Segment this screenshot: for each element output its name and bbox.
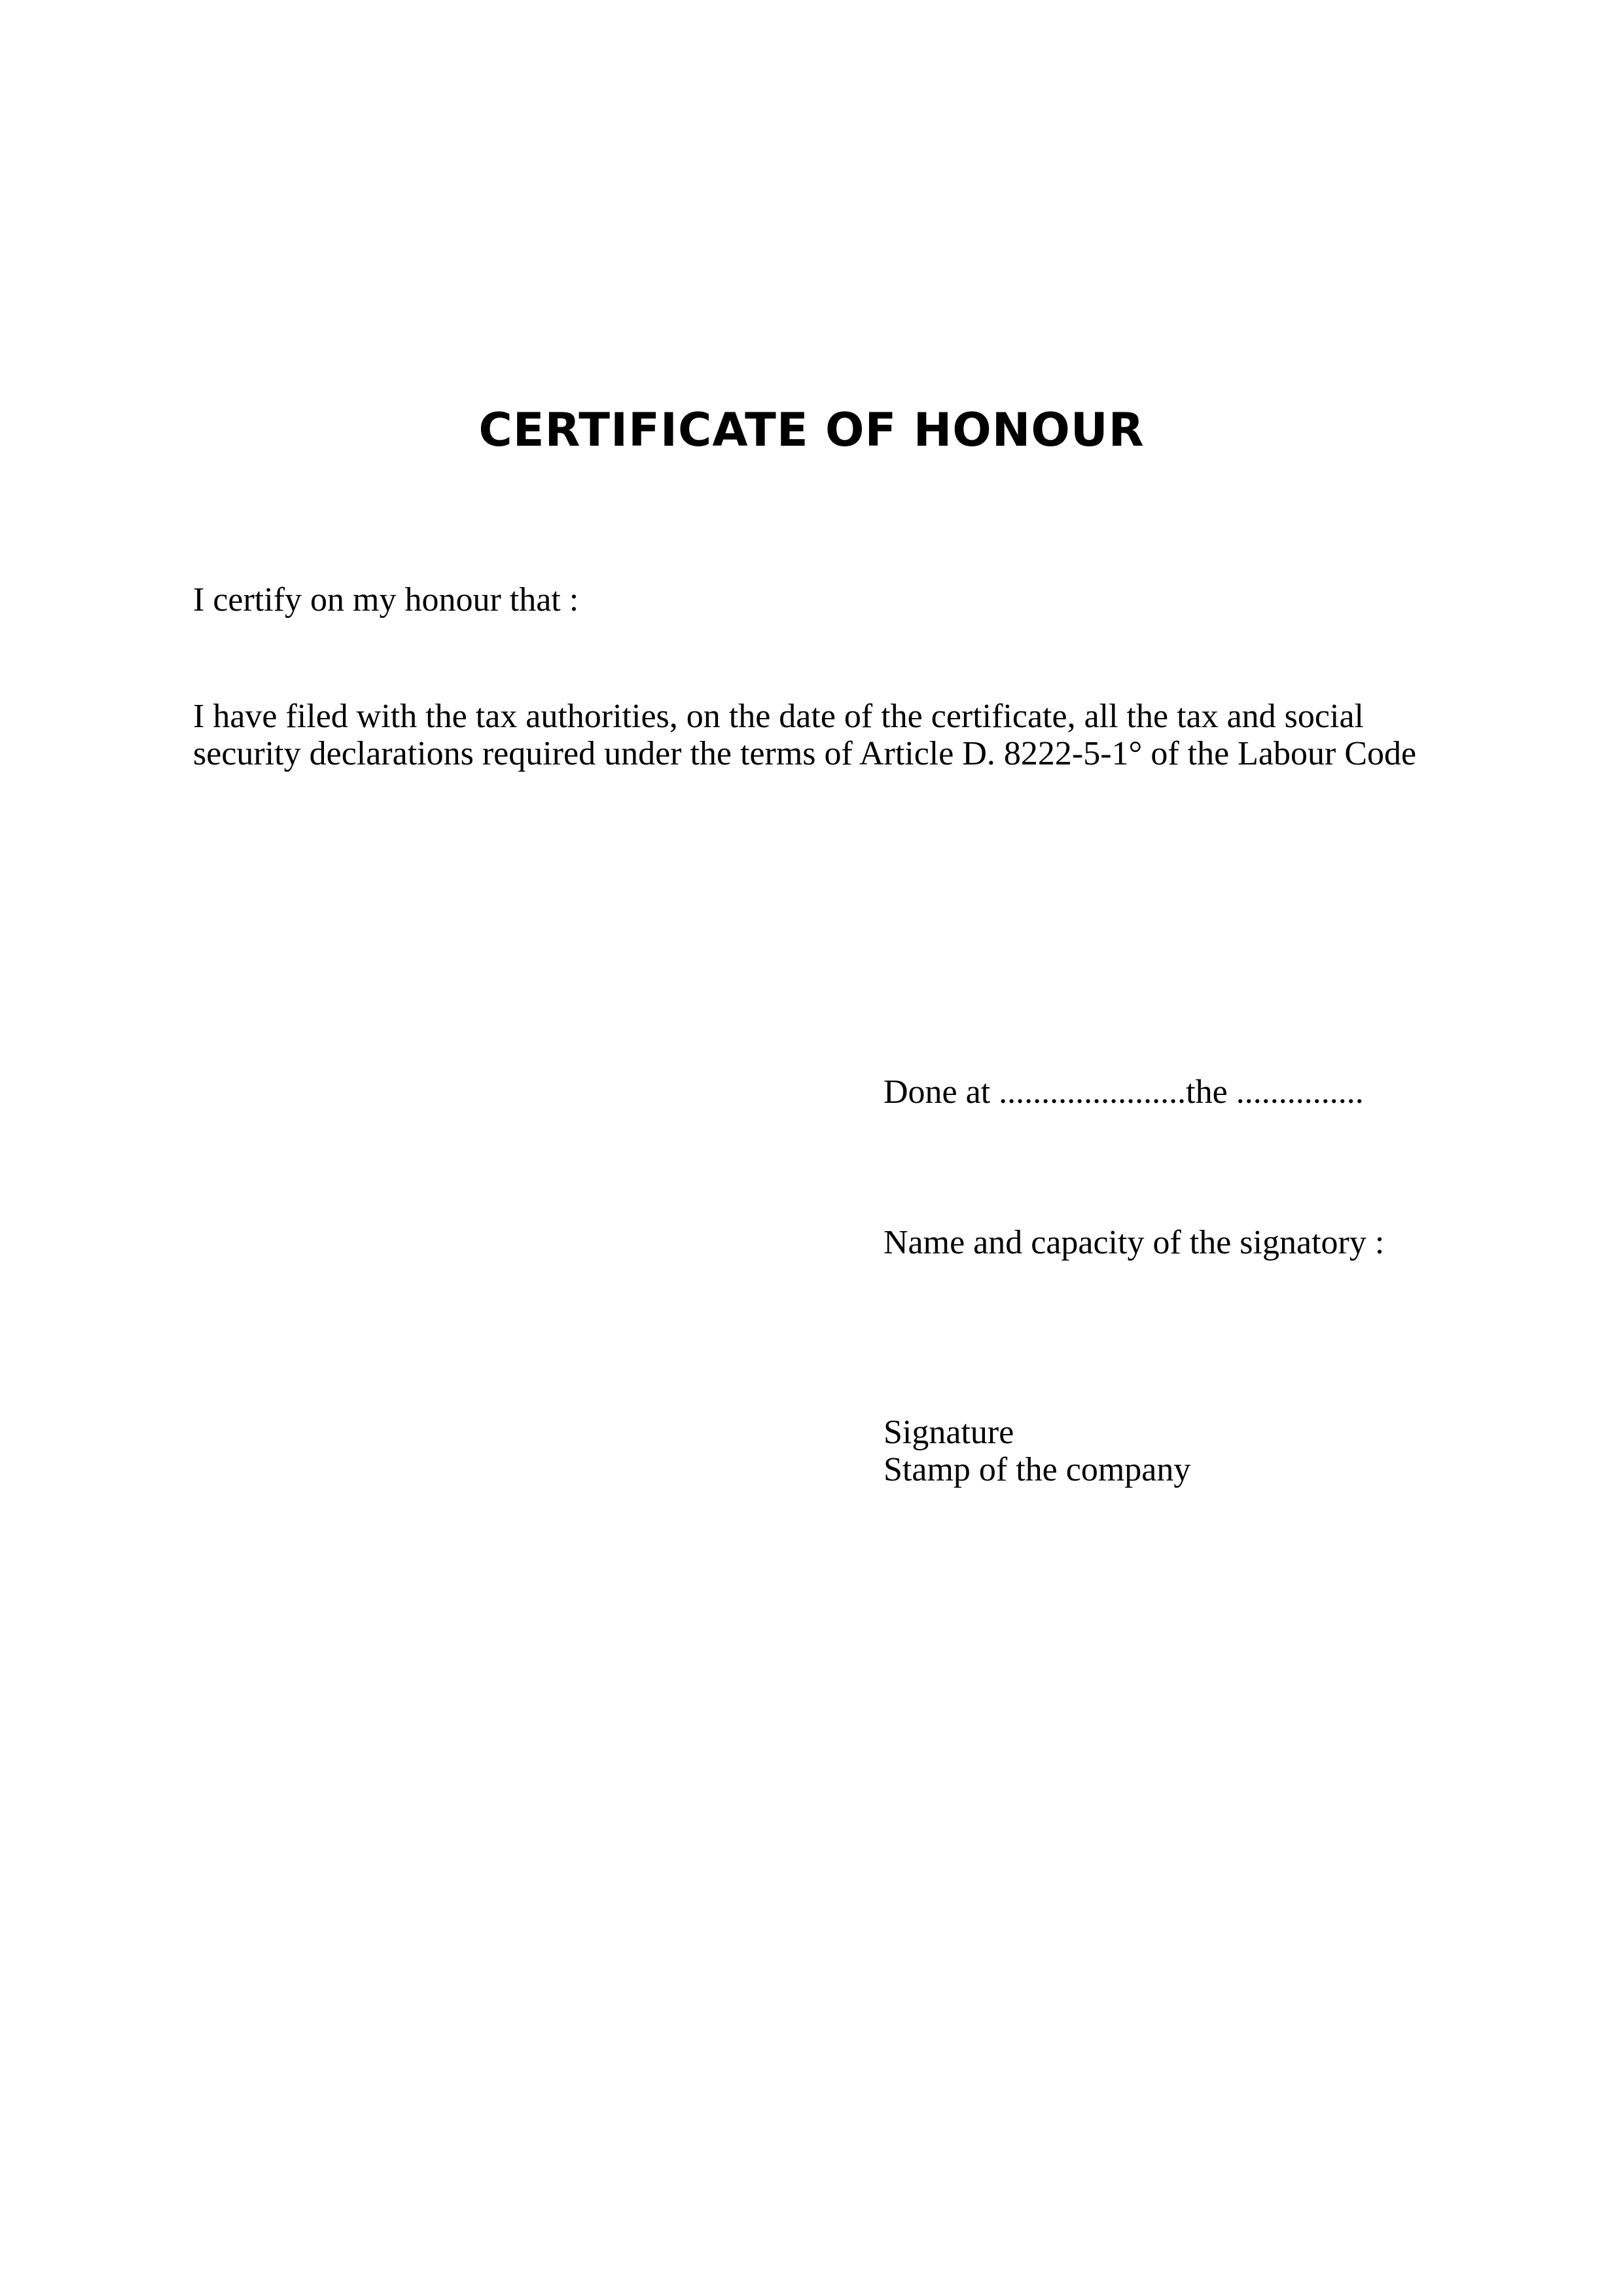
declaration-line-1: I have filed with the tax authorities, on the date of the certificate, all the tax and social [193,698,1364,735]
done-at-place-date: Done at ......................the ............... [883,1073,1364,1111]
signatory-name-capacity-label: Name and capacity of the signatory : [883,1224,1385,1261]
page-title: CERTIFICATE OF HONOUR [478,403,1145,457]
signature-label: Signature [883,1414,1014,1451]
company-stamp-label: Stamp of the company [883,1451,1191,1488]
declaration-line-2: security declarations required under the terms of Article D. 8222-5-1° of the Labour Code [193,735,1417,772]
certify-intro: I certify on my honour that : [193,581,579,619]
